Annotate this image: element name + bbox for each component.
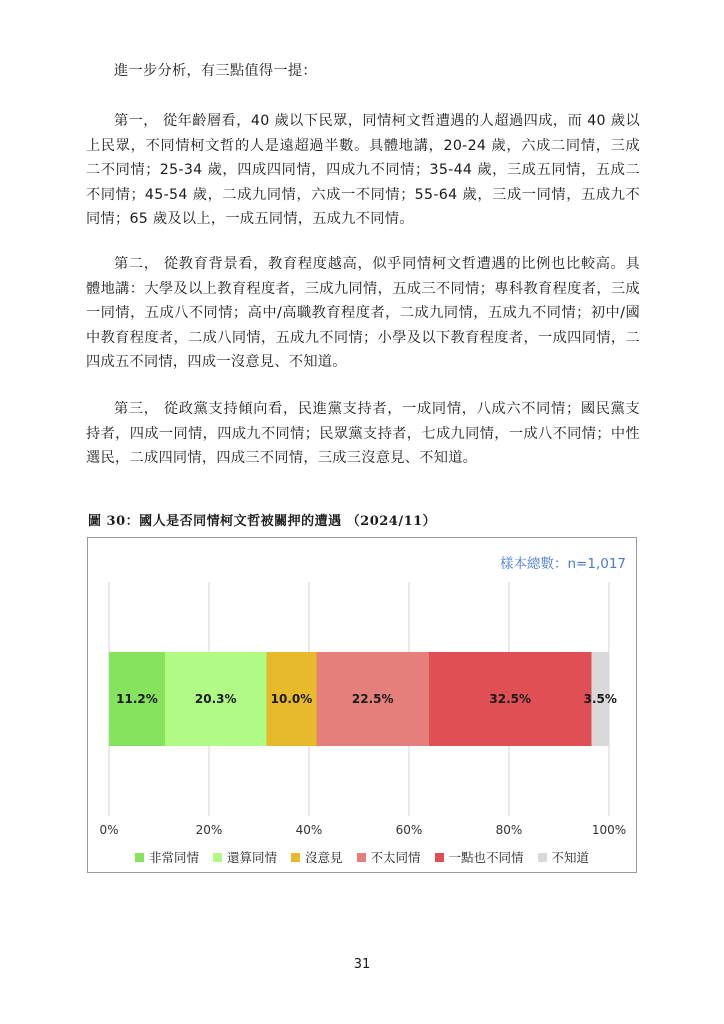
paragraph-education: 第二， 從教育背景看，教育程度越高，似乎同情柯文哲遭遇的比例也比較高。具體地講：大學及以上教育程度者，三成九同情，五成三不同情；專科教育程度者，三成一同情，五成八不同情；高中/高職教育程度者，二成九同情，五成九不同情；初中/國中教育程度者，二成八同情，五成九不同情；小學及以下教育程度者，一成四同情，二四成五不同情，四成一沒意見、不知道。 (86, 256, 640, 370)
legend-swatch (135, 853, 144, 862)
legend-label: 不知道 (551, 850, 590, 865)
legend-label: 還算同情 (226, 850, 277, 865)
paragraph-age: 第一， 從年齡層看，40 歲以下民眾，同情柯文哲遭遇的人超過四成，而 40 歲以上民眾，不同情柯文哲的人是遠超過半數。具體地講，20-24 歲，六成二同情，三成二不同情；25-34 歲，四成四同情，四成九不同情；35-44 歲，三成五同情，五成二不同情；45-54 歲，二成九同情，六成一不同情；55-64 歲，三成一同情，五成九不同情；65 歲及以上，一成五同情，五成九不同情。 (86, 113, 640, 227)
chart-frame (87, 537, 637, 873)
sample-size-label: 樣本總數：n=1,017 (499, 556, 626, 572)
intro-paragraph: 進一步分析，有三點值得一提： (114, 63, 317, 79)
x-tick-label: 80% (495, 823, 523, 837)
x-tick-label: 20% (195, 823, 223, 837)
legend-item (291, 848, 343, 866)
x-tick-label: 100% (591, 823, 627, 837)
stacked-bar-chart (88, 538, 636, 838)
figure-caption: 圖 30：國人是否同情柯文哲被關押的遭遇 （2024/11） (88, 514, 437, 529)
data-label: 32.5% (489, 692, 532, 706)
x-tick-label: 60% (395, 823, 423, 837)
legend-item (135, 848, 199, 866)
legend-label: 不太同情 (370, 850, 421, 865)
data-label: 22.5% (351, 692, 394, 706)
x-tick-label: 0% (99, 823, 119, 837)
x-tick-label: 40% (295, 823, 323, 837)
legend-swatch (291, 853, 300, 862)
chart-legend (88, 848, 636, 866)
data-label: 10.0% (270, 692, 313, 706)
paragraph-party: 第三， 從政黨支持傾向看，民進黨支持者，一成同情，八成六不同情；國民黨支持者，四成一同情，四成九不同情；民眾黨支持者，七成九同情，一成八不同情；中性選民，二成四同情，四成三不同情，三成三沒意見、不知道。 (86, 401, 640, 466)
legend-swatch (435, 853, 444, 862)
legend-item (357, 848, 421, 866)
data-label: 3.5% (583, 692, 617, 706)
legend-label: 非常同情 (148, 850, 199, 865)
legend-swatch (357, 853, 366, 862)
legend-label: 沒意見 (304, 850, 343, 865)
legend-item (435, 848, 524, 866)
legend-label: 一點也不同情 (448, 850, 524, 865)
data-label: 11.2% (116, 692, 158, 706)
page-number: 31 (353, 957, 371, 972)
data-label: 20.3% (194, 692, 237, 706)
legend-swatch (213, 853, 222, 862)
legend-swatch (538, 853, 547, 862)
legend-item (213, 848, 277, 866)
legend-item (538, 848, 590, 866)
